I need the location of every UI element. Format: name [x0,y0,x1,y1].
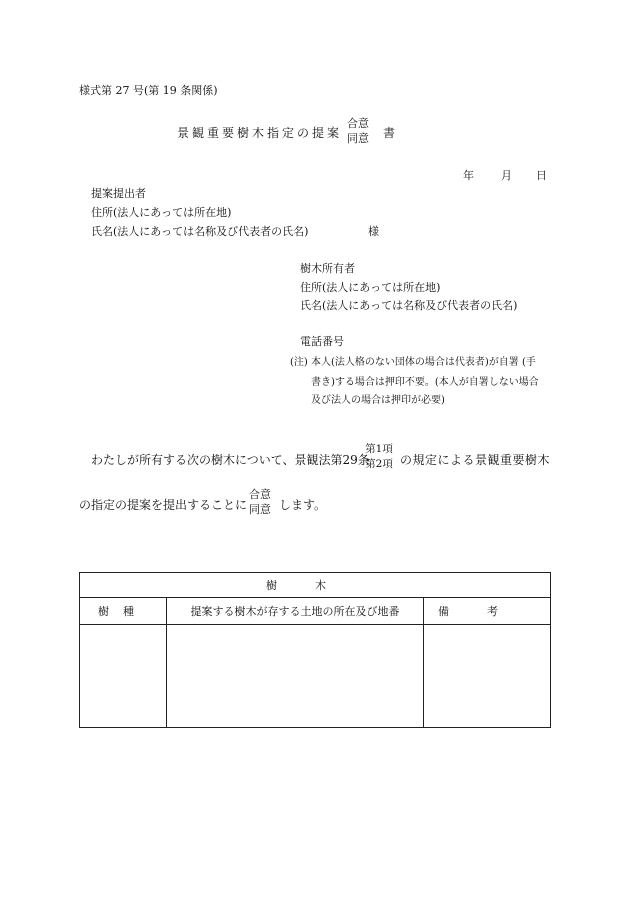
body-clause-choice [362,442,396,472]
table-row [80,625,551,728]
col-remarks: 備考 [424,598,551,625]
proposer-honorific: 様 [368,225,379,238]
body-line-2-before: の指定の提案を提出することに [79,498,248,512]
date-month: 月 [501,169,512,182]
cell-location[interactable] [167,625,424,728]
body-clause-top: 第1項 [365,443,393,455]
tree-table-header: 樹木 [80,573,551,598]
tree-table [79,572,551,728]
title-choice-bottom: 同意 [347,132,369,145]
owner-phone: 電話番号 [300,335,344,348]
body-choice-bottom: 同意 [249,503,271,516]
owner-name: 氏名(法人にあっては名称及び代表者の氏名) [300,299,518,312]
proposer-address: 住所(法人にあっては所在地) [91,206,232,219]
note-line-2: 書き)する場合は押印不要。(本人が自署しない場合 [311,377,539,388]
body-line-1-before: わたしが所有する次の樹木について、景観法第29条 [91,453,370,467]
form-number: 様式第 27 号(第 19 条関係) [79,84,218,97]
title-choice-top: 合意 [347,117,369,130]
document-title: 景観重要樹木指定の提案 [177,126,343,140]
title-suffix: 書 [383,126,399,140]
cell-species[interactable] [80,625,167,728]
col-species: 樹種 [80,598,167,625]
proposer-name: 氏名(法人にあっては名称及び代表者の氏名) [91,225,309,238]
note-line-1: (注) 本人(法人格のない団体の場合は代表者)が自署 (手 [290,357,536,368]
date-day: 日 [536,169,547,182]
body-line-1-after: の規定による景観重要樹木 [400,453,551,467]
date-year: 年 [463,169,474,182]
owner-heading: 樹木所有者 [300,262,355,275]
body-choice-top: 合意 [249,488,271,501]
body-choice [245,487,275,517]
cell-remarks[interactable] [424,625,551,728]
col-location: 提案する樹木が存する土地の所在及び地番 [167,598,424,625]
title-choice [343,116,373,146]
proposer-heading: 提案提出者 [91,187,146,200]
body-clause-bottom: 第2項 [365,458,393,470]
body-line-2-after: します。 [279,498,327,512]
note-line-3: 及び法人の場合は押印が必要) [311,395,445,406]
owner-address: 住所(法人にあっては所在地) [300,281,441,294]
